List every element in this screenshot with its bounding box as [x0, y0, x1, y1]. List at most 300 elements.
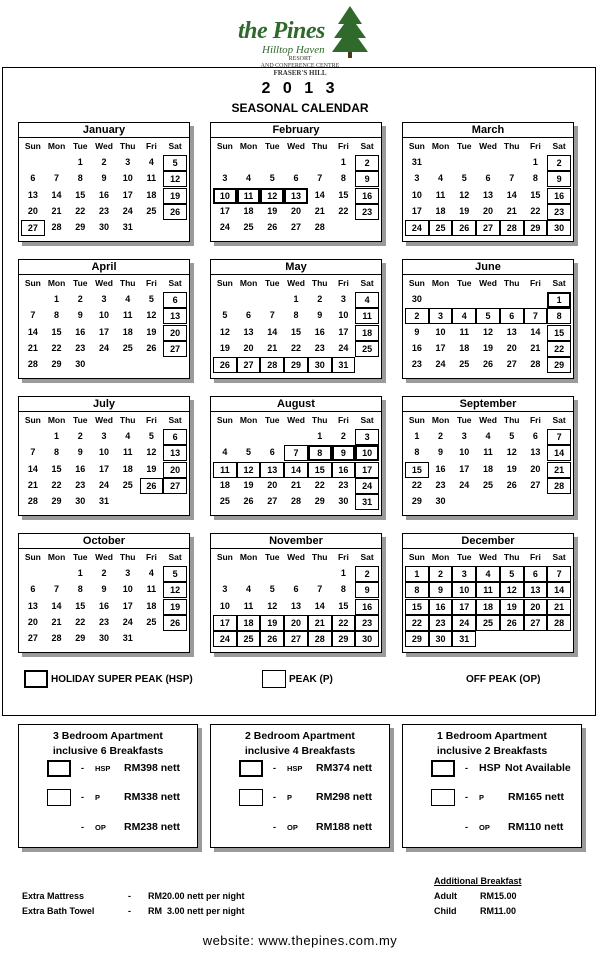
day-cell: 16 [314, 326, 325, 337]
day-cell: 8 [340, 173, 346, 184]
day-cell: 31 [122, 221, 133, 232]
day-cell: 21 [51, 205, 62, 216]
day-cell: 25 [482, 479, 493, 490]
day-cell: 4 [148, 157, 154, 168]
month-name: February [211, 123, 381, 138]
day-cell: 1 [340, 157, 346, 168]
weekday-header: Thu [119, 552, 136, 562]
rate-dash: - [273, 792, 276, 802]
day-cell: 29 [411, 495, 422, 506]
weekday-header: Mon [47, 141, 66, 151]
day-cell: 1 [405, 566, 429, 582]
day-cell: 26 [500, 615, 524, 631]
rate-row-peak [211, 789, 389, 807]
empty-day [476, 292, 500, 308]
weekday-header: Fri [529, 278, 541, 288]
weekday-header: Tue [265, 552, 280, 562]
day-cell: 9 [414, 326, 420, 337]
day-cell: 2 [317, 294, 323, 305]
month-name: May [211, 260, 381, 275]
day-cell: 30 [75, 358, 86, 369]
rate-row-peak [19, 789, 197, 807]
month-grid [19, 275, 189, 373]
price-panel-3-bedroom [18, 724, 198, 848]
weekday-header: Wed [95, 552, 113, 562]
day-cell: 31 [355, 494, 379, 510]
day-cell: 25 [122, 479, 133, 490]
empty-day [500, 292, 524, 308]
day-cell: 17 [355, 462, 379, 478]
rate-code: P [479, 793, 485, 802]
day-cell: 22 [51, 342, 62, 353]
month-december [402, 533, 574, 653]
day-cell: 6 [485, 173, 491, 184]
weekday-header: Thu [311, 141, 328, 151]
day-cell: 17 [435, 342, 446, 353]
day-cell: 28 [314, 221, 325, 232]
empty-day [452, 292, 476, 308]
day-cell: 20 [506, 342, 517, 353]
day-cell: 24 [435, 358, 446, 369]
day-cell: 19 [260, 615, 284, 631]
day-cell: 9 [101, 584, 107, 595]
weekday-header: Thu [311, 415, 328, 425]
day-cell: 27 [284, 631, 308, 647]
day-cell: 22 [338, 205, 349, 216]
day-cell: 17 [98, 463, 109, 474]
rate-row-offpeak [211, 819, 389, 837]
day-cell: 15 [338, 600, 349, 611]
peak-swatch [431, 789, 455, 806]
weekday-header: Mon [239, 415, 258, 425]
day-cell: 7 [54, 173, 60, 184]
day-cell: 18 [482, 463, 493, 474]
weekday-header: Thu [503, 141, 520, 151]
day-cell: 15 [530, 189, 541, 200]
empty-day [260, 292, 284, 308]
month-march [402, 122, 574, 242]
day-cell: 7 [269, 310, 275, 321]
day-cell: 14 [314, 600, 325, 611]
day-cell: 17 [219, 205, 230, 216]
empty-day [45, 155, 69, 171]
day-cell: 5 [461, 173, 467, 184]
day-cell: 30 [75, 495, 86, 506]
calendar-year: 2 0 1 3 [261, 80, 339, 97]
rate-dash: - [81, 763, 84, 773]
legend-offpeak [466, 674, 540, 685]
day-cell: 7 [54, 584, 60, 595]
day-cell: 1 [317, 431, 323, 442]
day-cell: 28 [547, 615, 571, 631]
breakfast-adult-label: Adult [434, 891, 457, 901]
day-cell: 25 [243, 221, 254, 232]
weekday-header: Mon [239, 278, 258, 288]
day-cell: 6 [500, 308, 524, 324]
day-cell: 3 [452, 566, 476, 582]
day-cell: 9 [438, 447, 444, 458]
weekday-header: Sun [216, 141, 233, 151]
empty-day [21, 292, 45, 308]
day-cell: 3 [340, 294, 346, 305]
day-cell: 18 [476, 599, 500, 615]
website-url[interactable]: website: www.thepines.com.my [202, 933, 398, 948]
day-cell: 31 [452, 631, 476, 647]
day-cell: 12 [459, 189, 470, 200]
legend-offpeak-label: OFF PEAK (OP) [466, 674, 541, 685]
day-cell: 21 [506, 205, 517, 216]
day-cell: 12 [219, 326, 230, 337]
weekday-header: Sun [24, 552, 41, 562]
empty-day [284, 155, 308, 171]
day-cell: 11 [483, 447, 493, 458]
day-cell: 13 [524, 582, 548, 598]
empty-day [524, 292, 548, 308]
day-cell: 2 [340, 431, 346, 442]
day-cell: 11 [355, 308, 379, 324]
day-cell: 2 [438, 431, 444, 442]
empty-day [237, 292, 261, 308]
weekday-header: Fri [337, 415, 349, 425]
day-cell: 26 [163, 615, 187, 631]
month-name: September [403, 397, 573, 412]
weekday-header: Fri [529, 552, 541, 562]
rate-dash: - [273, 822, 276, 832]
day-cell: 14 [267, 326, 278, 337]
day-cell: 10 [98, 310, 109, 321]
day-cell: 5 [148, 431, 154, 442]
month-october [18, 533, 190, 653]
day-cell: 24 [405, 220, 429, 236]
day-cell: 1 [77, 157, 83, 168]
day-cell: 14 [547, 445, 571, 461]
day-cell: 29 [405, 631, 429, 647]
day-cell: 4 [246, 584, 252, 595]
day-cell: 27 [290, 221, 301, 232]
weekday-header: Sat [360, 552, 374, 562]
day-cell: 25 [476, 615, 500, 631]
month-grid [211, 549, 381, 647]
month-grid [19, 412, 189, 510]
empty-day [284, 429, 308, 445]
empty-day [260, 566, 284, 582]
day-cell: 26 [267, 221, 278, 232]
day-cell: 29 [524, 220, 548, 236]
day-cell: 24 [459, 479, 470, 490]
weekday-header: Tue [73, 552, 88, 562]
day-cell: 25 [122, 342, 133, 353]
rate-row-hsp [19, 760, 197, 778]
rate-dash: - [465, 763, 468, 773]
day-cell: 21 [314, 205, 325, 216]
day-cell: 22 [75, 205, 86, 216]
day-cell: 3 [414, 173, 420, 184]
rate-dash: - [465, 822, 468, 832]
day-cell: 3 [101, 294, 107, 305]
day-cell: 22 [405, 615, 429, 631]
day-cell: 1 [532, 157, 538, 168]
day-cell: 7 [30, 310, 36, 321]
day-cell: 26 [243, 495, 254, 506]
day-cell: 24 [122, 616, 133, 627]
day-cell: 14 [506, 189, 517, 200]
day-cell: 22 [314, 479, 325, 490]
weekday-header: Fri [529, 141, 541, 151]
day-cell: 6 [30, 173, 36, 184]
day-cell: 16 [429, 599, 453, 615]
weekday-header: Thu [503, 278, 520, 288]
weekday-header: Thu [503, 415, 520, 425]
panel-breakfast-note: inclusive 6 Breakfasts [52, 745, 164, 757]
empty-day [429, 155, 453, 171]
day-cell: 11 [146, 584, 157, 595]
day-cell: 10 [411, 189, 422, 200]
empty-day [237, 566, 261, 582]
day-cell: 24 [355, 478, 379, 494]
rate-price: RM110 nett [508, 821, 564, 833]
day-cell: 2 [405, 308, 429, 324]
day-cell: 9 [332, 445, 356, 461]
day-cell: 16 [75, 463, 86, 474]
month-name: December [403, 534, 573, 549]
day-cell: 17 [411, 205, 422, 216]
hsp-swatch [239, 760, 263, 777]
empty-day [452, 155, 476, 171]
day-cell: 6 [293, 173, 299, 184]
day-cell: 12 [237, 462, 261, 478]
rate-code: OP [287, 823, 298, 832]
day-cell: 5 [246, 447, 252, 458]
additional-breakfast-title: Additional Breakfast [434, 876, 522, 886]
day-cell: 8 [77, 173, 83, 184]
day-cell: 1 [414, 431, 420, 442]
day-cell: 7 [317, 173, 323, 184]
day-cell: 8 [308, 445, 332, 461]
weekday-header: Sat [552, 552, 566, 562]
day-cell: 22 [332, 615, 356, 631]
day-cell: 14 [51, 600, 62, 611]
weekday-header: Sun [216, 415, 233, 425]
peak-swatch [47, 789, 71, 806]
day-cell: 23 [429, 615, 453, 631]
rate-code: HSP [287, 764, 303, 773]
day-cell: 28 [308, 631, 332, 647]
day-cell: 31 [332, 357, 356, 373]
weekday-header: Wed [479, 278, 497, 288]
rate-price: RM398 nett [124, 762, 181, 774]
day-cell: 21 [547, 599, 571, 615]
rate-dash: - [465, 792, 468, 802]
weekday-header: Fri [145, 415, 157, 425]
day-cell: 6 [30, 584, 36, 595]
day-cell: 16 [98, 600, 109, 611]
day-cell: 23 [355, 615, 379, 631]
day-cell: 17 [459, 463, 470, 474]
empty-day [213, 292, 237, 308]
day-cell: 16 [75, 326, 86, 337]
month-grid [19, 549, 189, 647]
breakfast-child-label: Child [434, 906, 457, 916]
month-grid [211, 275, 381, 373]
day-cell: 10 [459, 447, 470, 458]
day-cell: 19 [482, 342, 493, 353]
day-cell: 11 [237, 188, 261, 204]
day-cell: 11 [122, 447, 133, 458]
day-cell: 18 [243, 205, 254, 216]
weekday-header: Wed [479, 141, 497, 151]
day-cell: 23 [547, 204, 571, 220]
weekday-header: Mon [431, 552, 450, 562]
day-cell: 27 [476, 220, 500, 236]
day-cell: 4 [355, 292, 379, 308]
weekday-header: Thu [311, 278, 328, 288]
day-cell: 4 [438, 173, 444, 184]
panel-breakfast-note: inclusive 2 Breakfasts [436, 745, 548, 757]
rate-row-hsp [211, 760, 389, 778]
day-cell: 24 [213, 631, 237, 647]
day-cell: 14 [547, 582, 571, 598]
day-cell: 18 [122, 463, 133, 474]
day-cell: 5 [269, 173, 275, 184]
day-cell: 15 [547, 325, 571, 341]
day-cell: 14 [51, 189, 62, 200]
weekday-header: Tue [265, 278, 280, 288]
weekday-header: Sun [216, 278, 233, 288]
day-cell: 2 [429, 566, 453, 582]
month-june [402, 259, 574, 379]
day-cell: 29 [75, 632, 86, 643]
day-cell: 30 [338, 495, 349, 506]
day-cell: 3 [222, 584, 228, 595]
month-name: March [403, 123, 573, 138]
day-cell: 14 [314, 189, 325, 200]
month-november [210, 533, 382, 653]
day-cell: 23 [75, 479, 86, 490]
day-cell: 7 [30, 447, 36, 458]
price-panel-1-bedroom [402, 724, 582, 848]
weekday-header: Wed [479, 552, 497, 562]
day-cell: 20 [530, 463, 541, 474]
weekday-header: Sun [408, 552, 425, 562]
day-cell: 28 [51, 221, 62, 232]
weekday-header: Sun [216, 552, 233, 562]
day-cell: 31 [411, 157, 422, 168]
rate-row-peak [403, 789, 581, 807]
day-cell: 23 [98, 616, 109, 627]
day-cell: 21 [530, 342, 541, 353]
day-cell: 18 [355, 325, 379, 341]
rate-dash: - [81, 792, 84, 802]
day-cell: 10 [452, 582, 476, 598]
day-cell: 28 [500, 220, 524, 236]
day-cell: 22 [547, 341, 571, 357]
day-cell: 20 [243, 342, 254, 353]
day-cell: 7 [284, 445, 308, 461]
day-cell: 29 [75, 221, 86, 232]
weekday-header: Mon [47, 278, 66, 288]
legend-peak [262, 670, 333, 688]
day-cell: 2 [101, 157, 107, 168]
day-cell: 22 [411, 479, 422, 490]
empty-day [21, 566, 45, 582]
rate-row-offpeak [19, 819, 197, 837]
day-cell: 19 [219, 342, 230, 353]
extra-mattress-dash: - [128, 891, 131, 901]
month-name: October [19, 534, 189, 549]
day-cell: 30 [435, 495, 446, 506]
day-cell: 14 [27, 326, 38, 337]
day-cell: 3 [461, 431, 467, 442]
day-cell: 11 [476, 582, 500, 598]
weekday-header: Sat [168, 141, 182, 151]
day-cell: 11 [243, 600, 254, 611]
rate-row-offpeak [403, 819, 581, 837]
weekday-header: Wed [287, 141, 305, 151]
day-cell: 8 [293, 310, 299, 321]
day-cell: 4 [125, 294, 131, 305]
month-grid [19, 138, 189, 236]
peak-swatch [239, 789, 263, 806]
rate-price: RM188 nett [316, 821, 373, 833]
resort-logo [230, 6, 370, 77]
day-cell: 11 [146, 173, 157, 184]
day-cell: 5 [222, 310, 228, 321]
day-cell: 27 [524, 615, 548, 631]
rate-dash: - [273, 763, 276, 773]
day-cell: 16 [355, 188, 379, 204]
weekday-header: Thu [311, 552, 328, 562]
day-cell: 5 [269, 584, 275, 595]
weekday-header: Sat [552, 415, 566, 425]
day-cell: 8 [414, 447, 420, 458]
day-cell: 3 [125, 568, 131, 579]
empty-day [308, 566, 332, 582]
weekday-header: Sat [360, 141, 374, 151]
day-cell: 28 [27, 495, 38, 506]
day-cell: 8 [54, 447, 60, 458]
day-cell: 23 [355, 204, 379, 220]
weekday-header: Fri [337, 278, 349, 288]
day-cell: 17 [338, 326, 349, 337]
weekday-header: Sat [552, 141, 566, 151]
day-cell: 8 [77, 584, 83, 595]
legend-peak-label: PEAK (P) [289, 673, 333, 685]
panel-title: 2 Bedroom Apartment [245, 730, 355, 742]
day-cell: 21 [308, 615, 332, 631]
day-cell: 8 [405, 582, 429, 598]
day-cell: 12 [163, 171, 187, 187]
empty-day [500, 155, 524, 171]
weekday-header: Fri [529, 415, 541, 425]
extra-mattress-label: Extra Mattress [22, 891, 85, 901]
weekday-header: Mon [47, 552, 66, 562]
day-cell: 1 [293, 294, 299, 305]
day-cell: 6 [269, 447, 275, 458]
day-cell: 4 [246, 173, 252, 184]
day-cell: 8 [340, 584, 346, 595]
day-cell: 27 [267, 495, 278, 506]
day-cell: 24 [452, 615, 476, 631]
day-cell: 15 [338, 189, 349, 200]
day-cell: 19 [243, 479, 254, 490]
day-cell: 4 [485, 431, 491, 442]
day-cell: 12 [163, 582, 187, 598]
day-cell: 25 [429, 220, 453, 236]
day-cell: 14 [27, 463, 38, 474]
day-cell: 12 [146, 447, 157, 458]
day-cell: 6 [163, 429, 187, 445]
day-cell: 19 [459, 205, 470, 216]
